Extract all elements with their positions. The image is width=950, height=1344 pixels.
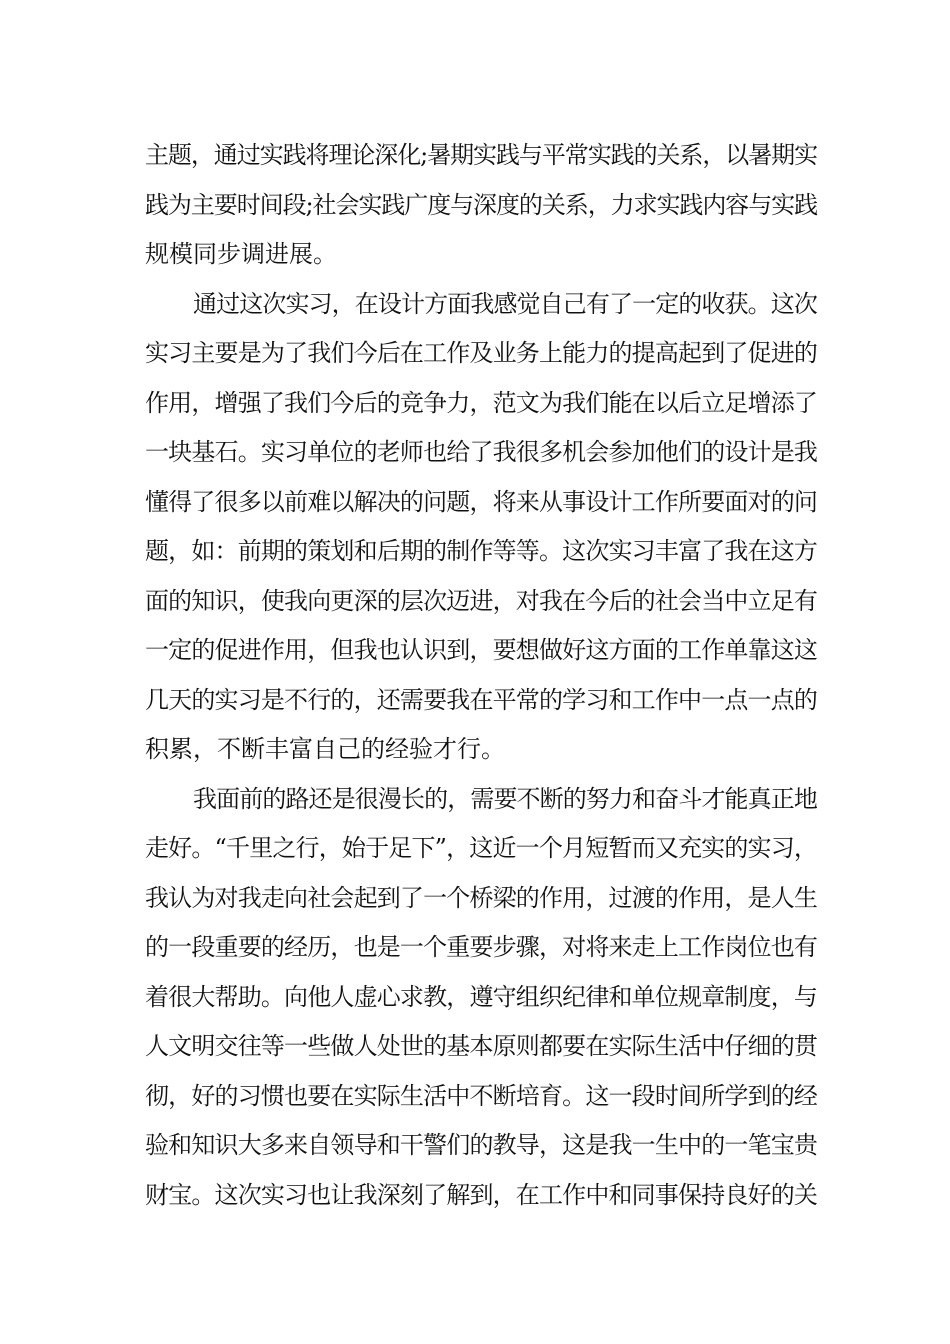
text-line: 验和知识大多来自领导和干警们的教导，这是我一生中的一笔宝贵 (145, 1131, 817, 1159)
text-line: 的一段重要的经历，也是一个重要步骤，对将来走上工作岗位也有 (145, 933, 817, 961)
text-line: 主题，通过实践将理论深化;暑期实践与平常实践的关系，以暑期实 (145, 141, 817, 169)
text-line: 践为主要时间段;社会实践广度与深度的关系，力求实践内容与实践 (145, 190, 817, 219)
paragraph-3 (145, 775, 817, 1221)
text-line: 作用，增强了我们今后的竞争力，范文为我们能在以后立足增添了 (145, 388, 817, 417)
text-line: 面的知识，使我向更深的层次迈进，对我在今后的社会当中立足有 (145, 586, 817, 615)
text-line: 通过这次实习，在设计方面我感觉自己有了一定的收获。这次 (193, 289, 817, 318)
text-line: 彻，好的习惯也要在实际生活中不断培育。这一段时间所学到的经 (145, 1081, 817, 1110)
text-line: 几天的实习是不行的，还需要我在平常的学习和工作中一点一点的 (145, 685, 817, 714)
text-line: 规模同步调进展。 (145, 240, 337, 268)
text-line: 一块基石。实习单位的老师也给了我很多机会参加他们的设计是我 (145, 438, 817, 466)
text-line: 题，如：前期的策划和后期的制作等等。这次实习丰富了我在这方 (145, 537, 817, 565)
text-line: 财宝。这次实习也让我深刻了解到，在工作中和同事保持良好的关 (145, 1180, 817, 1209)
text-line: 积累，不断丰富自己的经验才行。 (145, 735, 505, 763)
text-line: 着很大帮助。向他人虚心求教，遵守组织纪律和单位规章制度，与 (145, 982, 817, 1011)
paragraph-2 (145, 280, 817, 775)
text-line: 我面前的路还是很漫长的，需要不断的努力和奋斗才能真正地 (193, 784, 817, 813)
paragraph-1 (145, 131, 817, 280)
text-line: 懂得了很多以前难以解决的问题，将来从事设计工作所要面对的问 (145, 487, 817, 516)
text-line: 人文明交往等一些做人处世的基本原则都要在实际生活中仔细的贯 (145, 1032, 817, 1060)
text-line: 一定的促进作用，但我也认识到，要想做好这方面的工作单靠这这 (145, 636, 817, 664)
text-line: 走好。“千里之行，始于足下”，这近一个月短暂而又充实的实习， (145, 834, 817, 862)
text-line: 实习主要是为了我们今后在工作及业务上能力的提高起到了促进的 (145, 339, 817, 367)
document-body (145, 131, 817, 1220)
text-line: 我认为对我走向社会起到了一个桥梁的作用，过渡的作用，是人生 (145, 883, 817, 912)
